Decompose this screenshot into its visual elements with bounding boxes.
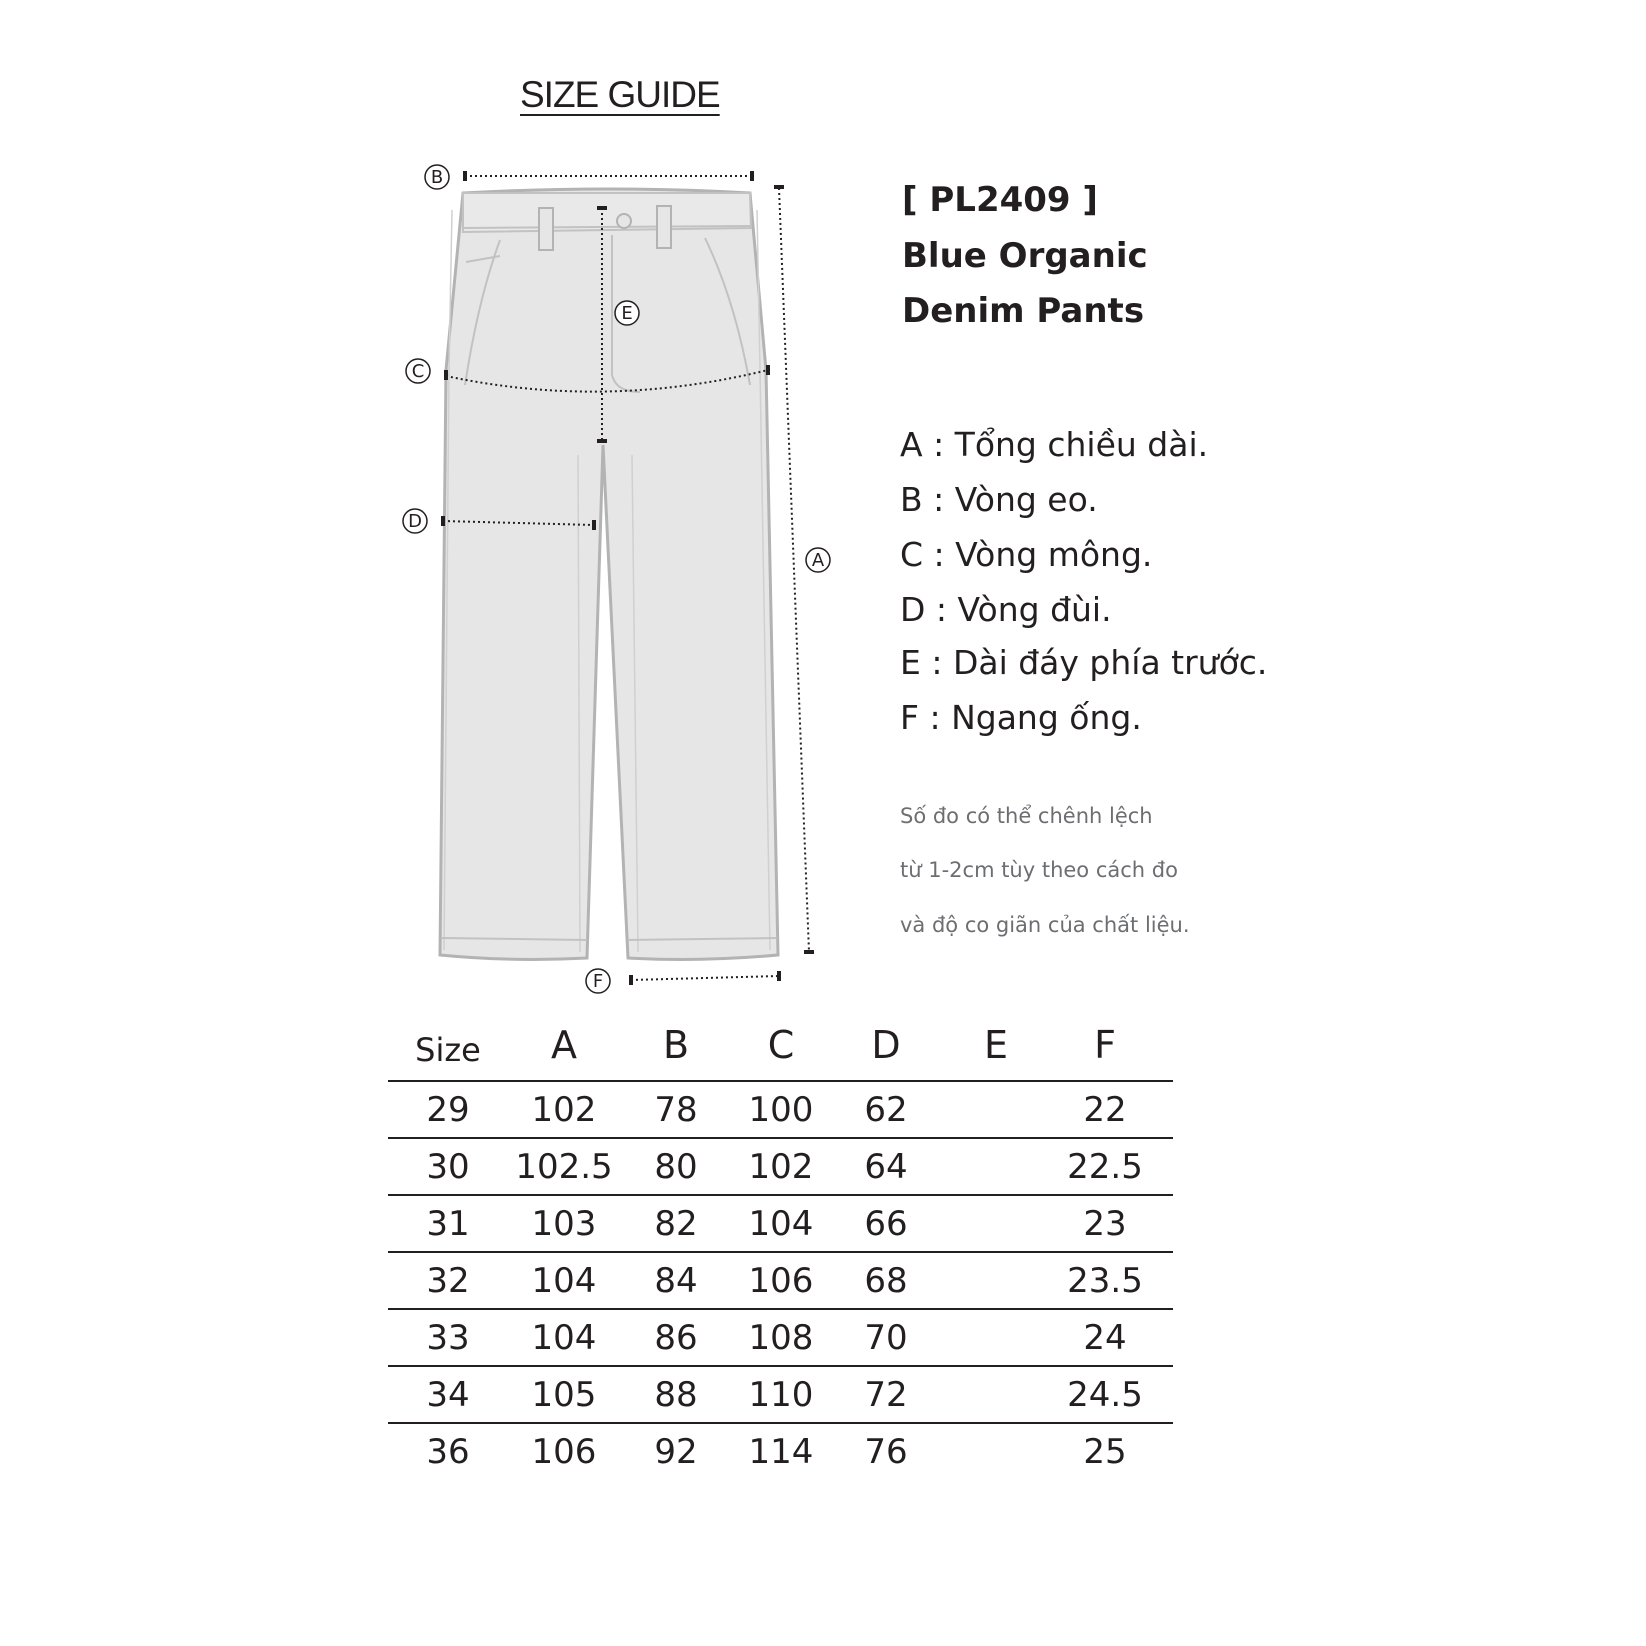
header-c: C — [767, 1023, 795, 1067]
product-name-line1: Blue Organic — [902, 236, 1148, 276]
table-cell: 22.5 — [1067, 1146, 1143, 1187]
table-cell: 110 — [748, 1374, 814, 1415]
table-row — [388, 1367, 1173, 1424]
marker-c: C — [411, 361, 425, 382]
header-f: F — [1094, 1023, 1116, 1067]
table-cell: 30 — [426, 1146, 470, 1187]
table-cell: 102 — [748, 1146, 814, 1187]
table-row — [388, 1253, 1173, 1310]
table-cell: 29 — [426, 1089, 470, 1130]
table-cell: 108 — [748, 1317, 814, 1358]
table-row — [388, 1424, 1173, 1479]
marker-f: F — [592, 971, 604, 992]
legend-item-d: D : Vòng đùi. — [900, 590, 1112, 629]
table-cell: 80 — [654, 1146, 698, 1187]
legend-item-c: C : Vòng mông. — [900, 535, 1153, 574]
table-cell: 105 — [531, 1374, 597, 1415]
table-cell: 68 — [864, 1260, 908, 1301]
table-cell: 114 — [748, 1431, 814, 1472]
pants-outline — [440, 189, 778, 959]
note-line-2: từ 1-2cm tùy theo cách đo — [900, 858, 1178, 882]
legend-item-f: F : Ngang ống. — [900, 698, 1142, 737]
table-cell: 82 — [654, 1203, 698, 1244]
table-cell: 22 — [1083, 1089, 1127, 1130]
header-e: E — [983, 1023, 1008, 1067]
marker-a: A — [811, 550, 825, 571]
page-title: SIZE GUIDE — [520, 74, 720, 115]
table-cell: 102.5 — [515, 1146, 613, 1187]
table-cell: 76 — [864, 1431, 908, 1472]
table-cell: 24 — [1083, 1317, 1127, 1358]
table-cell: 36 — [426, 1431, 470, 1472]
table-cell: 103 — [531, 1203, 597, 1244]
table-cell: 64 — [864, 1146, 908, 1187]
marker-d: D — [408, 511, 422, 532]
pants-diagram — [380, 150, 860, 1010]
table-cell: 106 — [748, 1260, 814, 1301]
header-b: B — [662, 1023, 690, 1067]
table-cell: 104 — [531, 1317, 597, 1358]
table-cell: 25 — [1083, 1431, 1127, 1472]
table-cell: 23 — [1083, 1203, 1127, 1244]
note-line-3: và độ co giãn của chất liệu. — [900, 913, 1190, 937]
table-cell: 106 — [531, 1431, 597, 1472]
table-cell: 34 — [426, 1374, 470, 1415]
size-table — [388, 1010, 1173, 1479]
table-row — [388, 1139, 1173, 1196]
table-row — [388, 1082, 1173, 1139]
product-code: [ PL2409 ] — [902, 180, 1098, 220]
table-cell: 78 — [654, 1089, 698, 1130]
table-cell: 24.5 — [1067, 1374, 1143, 1415]
legend-item-a: A : Tổng chiều dài. — [900, 425, 1209, 464]
table-cell: 23.5 — [1067, 1260, 1143, 1301]
table-cell: 62 — [864, 1089, 908, 1130]
table-cell: 104 — [748, 1203, 814, 1244]
table-cell: 33 — [426, 1317, 470, 1358]
header-a: A — [551, 1023, 577, 1067]
table-row — [388, 1310, 1173, 1367]
legend-item-b: B : Vòng eo. — [900, 480, 1098, 519]
table-cell: 66 — [864, 1203, 908, 1244]
note-line-1: Số đo có thể chênh lệch — [900, 804, 1153, 828]
table-cell: 70 — [864, 1317, 908, 1358]
table-cell: 32 — [426, 1260, 470, 1301]
table-cell: 92 — [654, 1431, 698, 1472]
table-cell: 86 — [654, 1317, 698, 1358]
table-cell: 102 — [531, 1089, 597, 1130]
header-d: D — [871, 1023, 901, 1067]
product-name-line2: Denim Pants — [902, 291, 1145, 331]
table-row — [388, 1196, 1173, 1253]
marker-e: E — [621, 303, 633, 324]
legend-item-e: E : Dài đáy phía trước. — [900, 643, 1268, 682]
table-cell: 88 — [654, 1374, 698, 1415]
header-size: Size — [415, 1031, 481, 1069]
table-body — [388, 1082, 1173, 1479]
table-cell: 104 — [531, 1260, 597, 1301]
table-header-row — [388, 1010, 1173, 1082]
table-cell: 84 — [654, 1260, 698, 1301]
marker-b: B — [430, 167, 444, 188]
table-cell: 72 — [864, 1374, 908, 1415]
table-cell: 31 — [426, 1203, 470, 1244]
table-cell: 100 — [748, 1089, 814, 1130]
